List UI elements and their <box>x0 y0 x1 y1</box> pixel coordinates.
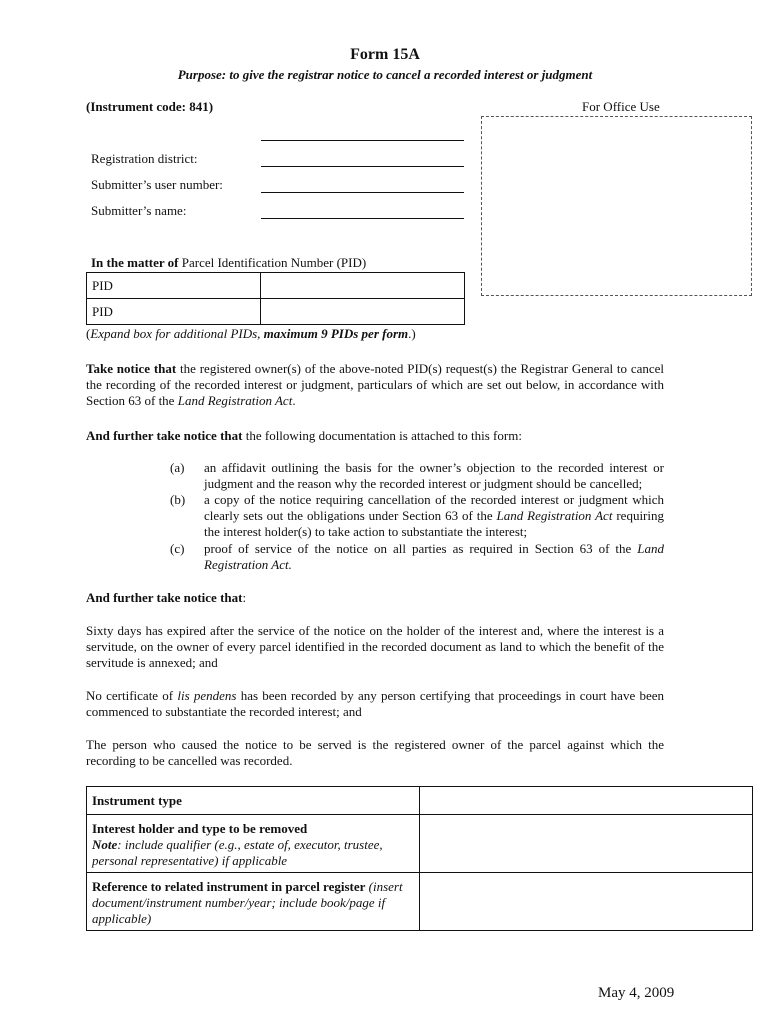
registration-district-field[interactable] <box>261 166 464 167</box>
list-letter: (b) <box>170 492 186 507</box>
pid-label: PID <box>87 299 261 325</box>
take-notice-paragraph <box>86 361 664 409</box>
reference-note: (insert document/instrument number/year; include book/page if applicable) <box>92 879 403 926</box>
further-1-text: the following documentation is attached to this form: <box>242 428 522 443</box>
instrument-type-value[interactable] <box>420 787 753 815</box>
further-2-colon: : <box>242 590 247 605</box>
form-title: Form 15A <box>350 46 420 63</box>
pid-note <box>86 326 416 342</box>
list-after: requiring the interest holder(s) to take action to substantiate the interest; <box>204 508 664 539</box>
pid-input-1[interactable] <box>261 273 465 299</box>
table-row <box>87 815 753 873</box>
note-text: : include qualifier (e.g., estate of, executor, trustee, personal representative) if applicable <box>92 837 383 868</box>
lis-post: has been recorded by any person certifying that proceedings in court have been commenced to substantiate the recorded interest; and <box>86 688 664 719</box>
office-use-label: For Office Use <box>582 99 660 114</box>
list-text: a copy of the notice requiring cancellation of the recorded interest or judgment which clearly sets out the obligations under Section 63 of the <box>204 492 664 523</box>
submitter-user-number-field[interactable] <box>261 192 464 193</box>
sixty-days-paragraph: Sixty days has expired after the service of the notice on the holder of the interest and, where the interest is a servitude, on the owner of every parcel identified in the recorded document as land to which the benefit of the servitude is annexed; and <box>86 623 664 670</box>
submitter-user-number-label: Submitter’s user number: <box>91 177 223 192</box>
take-notice-lead: Take notice that <box>86 361 177 376</box>
interest-holder-value[interactable] <box>420 815 753 873</box>
further-2-lead: And further take notice that <box>86 590 243 605</box>
further-notice-1 <box>86 428 664 444</box>
pid-note-bold: maximum 9 PIDs per form <box>263 326 409 341</box>
lis-pre: No certificate of <box>86 688 178 703</box>
submitter-name-label: Submitter’s name: <box>91 203 187 218</box>
further-notice-2 <box>86 590 664 606</box>
office-use-box <box>481 116 752 296</box>
pid-table <box>86 272 465 325</box>
instrument-type-label <box>87 787 420 815</box>
table-row <box>87 873 753 931</box>
matter-heading <box>91 255 366 271</box>
matter-lead: In the matter of <box>91 255 179 270</box>
blank-line[interactable] <box>261 140 464 141</box>
interest-holder-label <box>87 815 420 873</box>
matter-rest: Parcel Identification Number (PID) <box>178 255 367 270</box>
pid-note-italic: Expand box for additional PIDs, <box>90 326 264 341</box>
instrument-code: (Instrument code: 841) <box>86 99 214 114</box>
interest-holder-text: Interest holder and type to be removed <box>92 821 308 836</box>
list-text: an affidavit outlining the basis for the owner’s objection to the recorded interest or judgment and the reason why the recorded interest or judgment should be cancelled; <box>204 460 664 491</box>
list-act: Land Registration Act. <box>204 541 664 572</box>
person-paragraph: The person who caused the notice to be served is the registered owner of the parcel against which the recording to be cancelled was recorded. <box>86 737 664 768</box>
table-row <box>87 273 465 299</box>
registration-district-label: Registration district: <box>91 151 198 166</box>
list-letter: (c) <box>170 541 185 556</box>
reference-text: Reference to related instrument in parcel register <box>92 879 366 894</box>
lis-pendens-paragraph <box>86 688 664 720</box>
reference-value[interactable] <box>420 873 753 931</box>
reference-label <box>87 873 420 931</box>
list-act: Land Registration Act <box>496 508 613 523</box>
table-row <box>87 299 465 325</box>
list-item <box>170 492 664 540</box>
pid-note-open: ( <box>86 326 91 341</box>
submitter-name-field[interactable] <box>261 218 464 219</box>
list-text: proof of service of the notice on all parties as required in Section 63 of the <box>204 541 638 556</box>
list-item <box>170 460 664 492</box>
table-row <box>87 787 753 815</box>
instrument-type-text: Instrument type <box>92 793 182 808</box>
take-notice-act: Land Registration Act <box>177 393 293 408</box>
list-letter: (a) <box>170 460 185 475</box>
note-lead: Note <box>92 837 118 852</box>
pid-label: PID <box>87 273 261 299</box>
pid-input-2[interactable] <box>261 299 465 325</box>
lis-italic: lis pendens <box>177 688 237 703</box>
form-purpose: Purpose: to give the registrar notice to cancel a recorded interest or judgment <box>177 67 593 82</box>
pid-note-close: .) <box>408 326 416 341</box>
take-notice-text: the registered owner(s) of the above-noted PID(s) request(s) the Registrar General to cancel the recording of the recorded interest or judgment, particulars of which are set out below, in accordance with Section 63 of the <box>86 361 665 408</box>
list-item <box>170 541 664 573</box>
form-date: May 4, 2009 <box>598 985 675 1001</box>
further-1-lead: And further take notice that <box>86 428 243 443</box>
take-notice-end: . <box>292 393 296 408</box>
instrument-table <box>86 786 753 931</box>
